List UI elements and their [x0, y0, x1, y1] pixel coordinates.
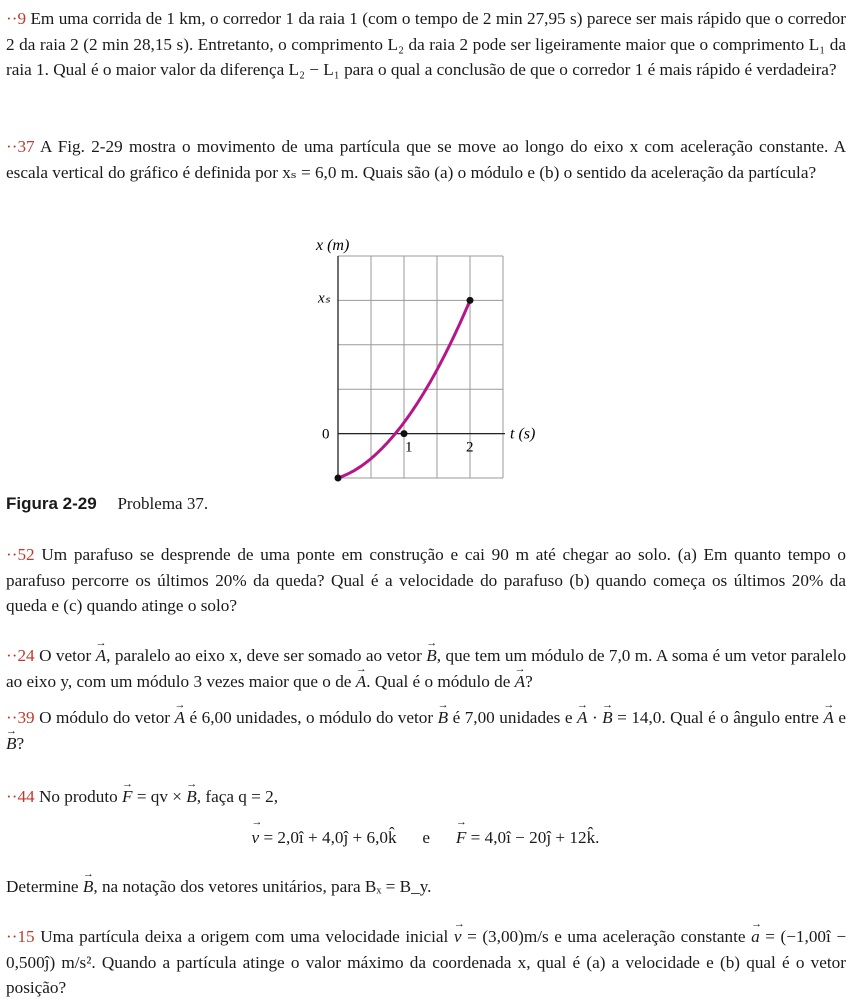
text-segment: No produto — [38, 787, 118, 806]
vector-b: → B — [602, 705, 613, 731]
problem-number: ··24 — [6, 646, 35, 665]
vector-v: → v — [252, 828, 260, 848]
y-tick-label: xₛ — [318, 290, 331, 307]
problem-number: ··39 — [6, 708, 35, 727]
x-tick-label: 1 — [405, 439, 413, 456]
text-segment: é 6,00 unidades, o módulo do vetor — [189, 708, 434, 727]
text-segment: = 14,0. Qual é o ângulo entre — [617, 708, 819, 727]
vector-b: → B — [6, 731, 17, 757]
text-segment: . Qual é o módulo de — [366, 671, 511, 691]
y-tick-label: 0 — [322, 426, 330, 443]
vector-a: → A — [356, 669, 367, 695]
problem-text: Em uma corrida de 1 km, o corredor 1 da raia 1 (com o tempo de 2 min 27,95 s) parece ser mais rápido que o corredor 2 da raia 2 (2 min 28,15 s). Entretanto, o comprimento L₂ da raia 2 pode ser ligeiramente maior que o comprimento L₁ da raia 1. Qual é o maior valor da diferença L₂ − L₁ para o qual a conclusão de que o corredor 1 é mais rápido é verdadeira? — [6, 9, 846, 79]
problem-number: ··52 — [6, 545, 35, 564]
equation-v: = 2,0î + 4,0ĵ + 6,0k̂ — [263, 828, 397, 847]
text-segment: , que tem um módulo de 7,0 m. A soma é um vetor paralelo ao eixo y, com um módulo 3 vezes maior que o de — [6, 646, 847, 691]
vector-a: → A — [823, 705, 834, 731]
y-axis-label: x (m) — [316, 237, 350, 254]
text-segment: ? — [525, 671, 533, 691]
text-segment: , na notação dos vetores unitários, para Bₓ = B_y. — [93, 877, 432, 896]
vector-b: → B — [438, 705, 449, 731]
equation-line — [0, 828, 851, 848]
x-axis-label: t (s) — [510, 425, 536, 443]
text-segment: , paralelo ao eixo x, deve ser somado ao vetor — [106, 646, 422, 665]
problem-39: ··39 O módulo do vetor → A é 6,00 unidades, o módulo do vetor → B é 7,00 unidades e → A · → B = 14,0. Qual é o ângulo entre → A e → B? — [6, 705, 846, 756]
data-point — [467, 297, 474, 304]
caption-label: Figura 2-29 — [6, 494, 97, 513]
vector-a: → A — [515, 669, 526, 695]
problem-44-question — [6, 874, 846, 900]
data-point — [401, 430, 408, 437]
vector-a-acc: → a — [751, 924, 760, 950]
problem-24 — [6, 643, 846, 694]
text-segment: , faça q = 2, — [196, 787, 279, 806]
equation-f: = 4,0î − 20ĵ + 12k̂. — [470, 828, 600, 847]
caption-text: Problema 37. — [117, 494, 209, 513]
text-segment: Determine — [6, 877, 79, 896]
text-segment: Uma partícula deixa a origem com uma velocidade inicial — [40, 927, 449, 946]
problem-44 — [6, 784, 846, 810]
problem-text: Um parafuso se desprende de uma ponte em construção e cai 90 m até chegar ao solo. (a) Em quanto tempo o parafuso percorre os últimos 20% da queda? Qual é a velocidade do parafuso (b) quando começa os últimos 20% da queda e (c) quando atinge o solo? — [6, 545, 846, 615]
vector-b: → B — [186, 784, 197, 810]
equation-connector: e — [422, 828, 431, 847]
vector-v0: → v — [454, 924, 462, 950]
text-segment: = qv × — [136, 787, 182, 806]
data-point — [335, 475, 342, 482]
problem-15 — [6, 924, 846, 1001]
vector-a: → A — [175, 705, 186, 731]
vector-a: → A — [577, 705, 588, 731]
x-tick-label: 2 — [466, 439, 474, 456]
position-time-chart — [300, 232, 560, 487]
text-segment: O vetor — [39, 646, 92, 665]
problem-number: ··37 — [6, 137, 35, 156]
text-segment: O módulo do vetor — [39, 708, 171, 727]
text-segment: e — [838, 708, 846, 727]
problem-52 — [6, 542, 846, 619]
vector-b: → B — [426, 643, 437, 669]
problem-text: A Fig. 2-29 mostra o movimento de uma partícula que se move ao longo do eixo x com aceleração constante. A escala vertical do gráfico é definida por xₛ = 6,0 m. Quais são (a) o módulo e (b) o sentido da aceleração da partícula? — [6, 137, 846, 182]
vector-f: → F — [456, 828, 467, 848]
figure-caption — [6, 494, 208, 514]
problem-number: ··15 — [6, 927, 35, 946]
problem-number: ··44 — [6, 787, 35, 806]
text-segment: = (3,00)m/s e uma aceleração constante — [467, 927, 746, 946]
problem-number: ··9 — [6, 9, 27, 28]
vector-a: → A — [96, 643, 107, 669]
problem-9 — [6, 6, 846, 83]
text-segment: é 7,00 unidades e — [452, 708, 573, 727]
figure-2-29 — [300, 232, 560, 487]
vector-b: → B — [83, 874, 94, 900]
text-segment: = (−1,00î − 0,500ĵ) m/s². Quando a partícula atinge o valor máximo da coordenada x, qual é (a) a velocidade e (b) qual é o vetor posição? — [6, 927, 847, 997]
text-segment: ? — [16, 733, 25, 753]
problem-37 — [6, 134, 846, 185]
vector-f: → F — [122, 784, 133, 810]
